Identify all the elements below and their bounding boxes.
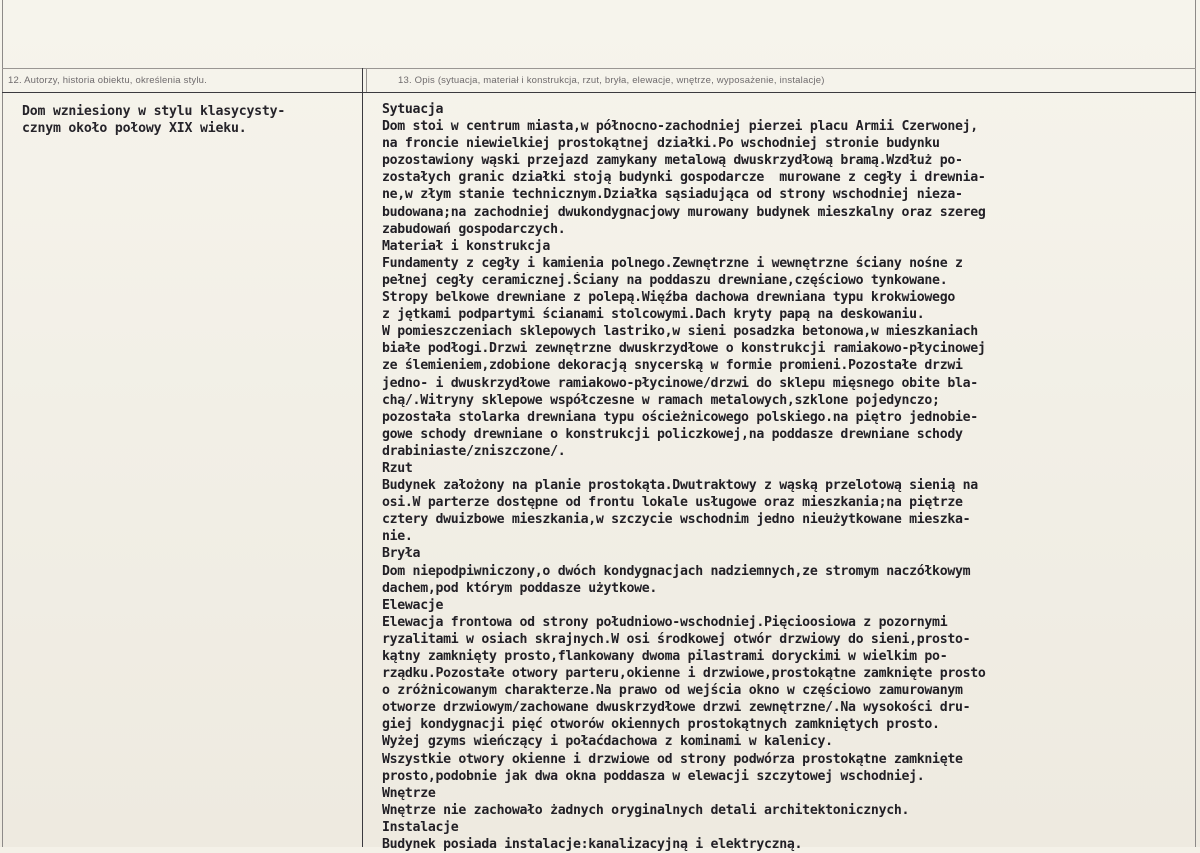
text-line: pozostała stolarka drewniana typu ościeżnicowego polskiego.na piętro jednobie- — [382, 409, 978, 425]
text-line: Dom stoi w centrum miasta,w północno-zachodniej pierzei placu Armii Czerwonej, — [382, 119, 978, 135]
text-line: prosto,podobnie jak dwa okna poddasza w elewacji szczytowej wschodniej. — [382, 768, 925, 784]
text-line: nie. — [382, 529, 413, 545]
text-line: Budynek posiada instalacje:kanalizacyjną i elektryczną. — [382, 837, 803, 853]
text-line: białe podłogi.Drzwi zewnętrzne dwuskrzydłowe o konstrukcji ramiakowo-płycinowej — [382, 341, 986, 357]
field-13-label: 13. Opis (sytuacja, materiał i konstrukcja, rzut, bryła, elewacje, wnętrze, wyposażenie, instalacje) — [398, 75, 825, 86]
text-line: budowana;na zachodniej dwukondygnacjowy murowany budynek mieszkalny oraz szereg — [382, 204, 986, 220]
text-line: o zróżnicowanym charakterze.Na prawo od wejścia okno w częściowo zamurowanym — [382, 683, 963, 699]
text-line: Dom niepodpiwniczony,o dwóch kondygnacjach nadziemnych,ze stromym naczółkowym — [382, 563, 971, 579]
text-line: kątny zamknięty prosto,flankowany dwoma pilastrami doryckimi w wielkim po- — [382, 649, 948, 664]
field-12-content — [22, 103, 362, 137]
text-line: Wnętrze nie zachowało żadnych oryginalnych detali architektonicznych. — [382, 802, 910, 818]
text-line: ryzalitami w osiach skrajnych.W osi środkowej otwór drzwiowy do sieni,prosto- — [382, 631, 971, 647]
text-line: ze ślemieniem,zdobione dekoracją snycerską w formie promieni.Pozostałe drzwi — [382, 358, 963, 374]
section-heading: Elewacje — [382, 597, 444, 613]
field-13-content — [382, 101, 1194, 853]
header-bottom-rule — [2, 92, 1196, 93]
text-line: jedno- i dwuskrzydłowe ramiakowo-płycinowe/drzwi do sklepu mięsnego obite bla- — [382, 375, 978, 391]
text-line: cztery dwuizbowe mieszkania,w szczycie wschodnim jedno nieużytkowane mieszka- — [382, 512, 971, 528]
text-line: pozostawiony wąski przejazd zamykany metalową dwuskrzydłową bramą.Wzdłuż po- — [382, 153, 963, 169]
text-line: rządku.Pozostałe otwory parteru,okienne i drzwiowe,prostokątne zamknięte prosto — [382, 666, 986, 682]
section-heading: Bryła — [382, 546, 421, 562]
text-line: z jętkami podpartymi ścianami stolcowymi.Dach kryty papą na deskowaniu. — [382, 307, 925, 323]
column-divider-secondary — [366, 68, 367, 92]
text-line: osi.W parterze dostępne od frontu lokale usługowe oraz mieszkania;na piętrze — [382, 495, 963, 511]
text-line: Elewacja frontowa od strony południowo-wschodniej.Pięcioosiowa z pozornymi — [382, 614, 948, 630]
text-line: ne,w złym stanie technicznym.Działka sąsiadująca od strony wschodniej nieza- — [382, 187, 963, 203]
text-line: Budynek założony na planie prostokąta.Dwutraktowy z wąską przelotową sienią na — [382, 478, 978, 494]
text-line: chą/.Witryny sklepowe współczesne w ramach metalowych,szklone pojedynczo; — [382, 392, 940, 408]
text-line: drabiniaste/zniszczone/. — [382, 443, 566, 459]
text-line: cznym około połowy XIX wieku. — [22, 121, 247, 136]
section-heading: Materiał i konstrukcja — [382, 238, 551, 254]
text-line: na froncie niewielkiej prostokątnej działki.Po wschodniej stronie budynku — [382, 136, 940, 152]
text-line: Wyżej gzyms wieńczący i połaćdachowa z kominami w kalenicy. — [382, 734, 833, 750]
text-line: Wszystkie otwory okienne i drzwiowe od strony podwórza prostokątne zamknięte — [382, 751, 963, 767]
text-line: giej kondygnacji pięć otworów okiennych prostokątnych zamkniętych prosto. — [382, 717, 940, 733]
text-line: zostałych granic działki stoją budynki gospodarcze murowane z cegły i drewnia- — [382, 170, 986, 186]
text-line: otworze drzwiowym/zachowane dwuskrzydłowe drzwi zewnętrzne/.Na wysokości dru- — [382, 700, 971, 716]
section-heading: Rzut — [382, 460, 413, 476]
section-heading: Wnętrze — [382, 785, 436, 801]
text-line: Fundamenty z cegły i kamienia polnego.Zewnętrzne i wewnętrzne ściany nośne z — [382, 255, 963, 271]
sheet-right-edge — [1195, 0, 1196, 847]
text-line: dachem,pod którym poddasze użytkowe. — [382, 580, 658, 596]
text-line: pełnej cegły ceramicznej.Ściany na poddaszu drewniane,częściowo tynkowane. — [382, 272, 948, 288]
column-divider — [362, 68, 363, 847]
text-line: gowe schody drewniane o konstrukcji policzkowej,na poddasze drewniane schody — [382, 426, 963, 442]
text-line: Stropy belkowe drewniane z polepą.Więźba dachowa drewniana typu krokwiowego — [382, 290, 955, 306]
sheet-left-edge — [2, 0, 3, 847]
header-top-rule — [2, 68, 1196, 69]
section-heading: Instalacje — [382, 819, 459, 835]
text-line: Dom wzniesiony w stylu klasycysty- — [22, 104, 286, 119]
section-heading: Sytuacja — [382, 102, 444, 117]
field-12-label: 12. Autorzy, historia obiektu, określenia stylu. — [8, 75, 207, 86]
text-line: W pomieszczeniach sklepowych lastriko,w sieni posadzka betonowa,w mieszkaniach — [382, 324, 978, 340]
text-line: zabudowań gospodarczych. — [382, 221, 566, 237]
